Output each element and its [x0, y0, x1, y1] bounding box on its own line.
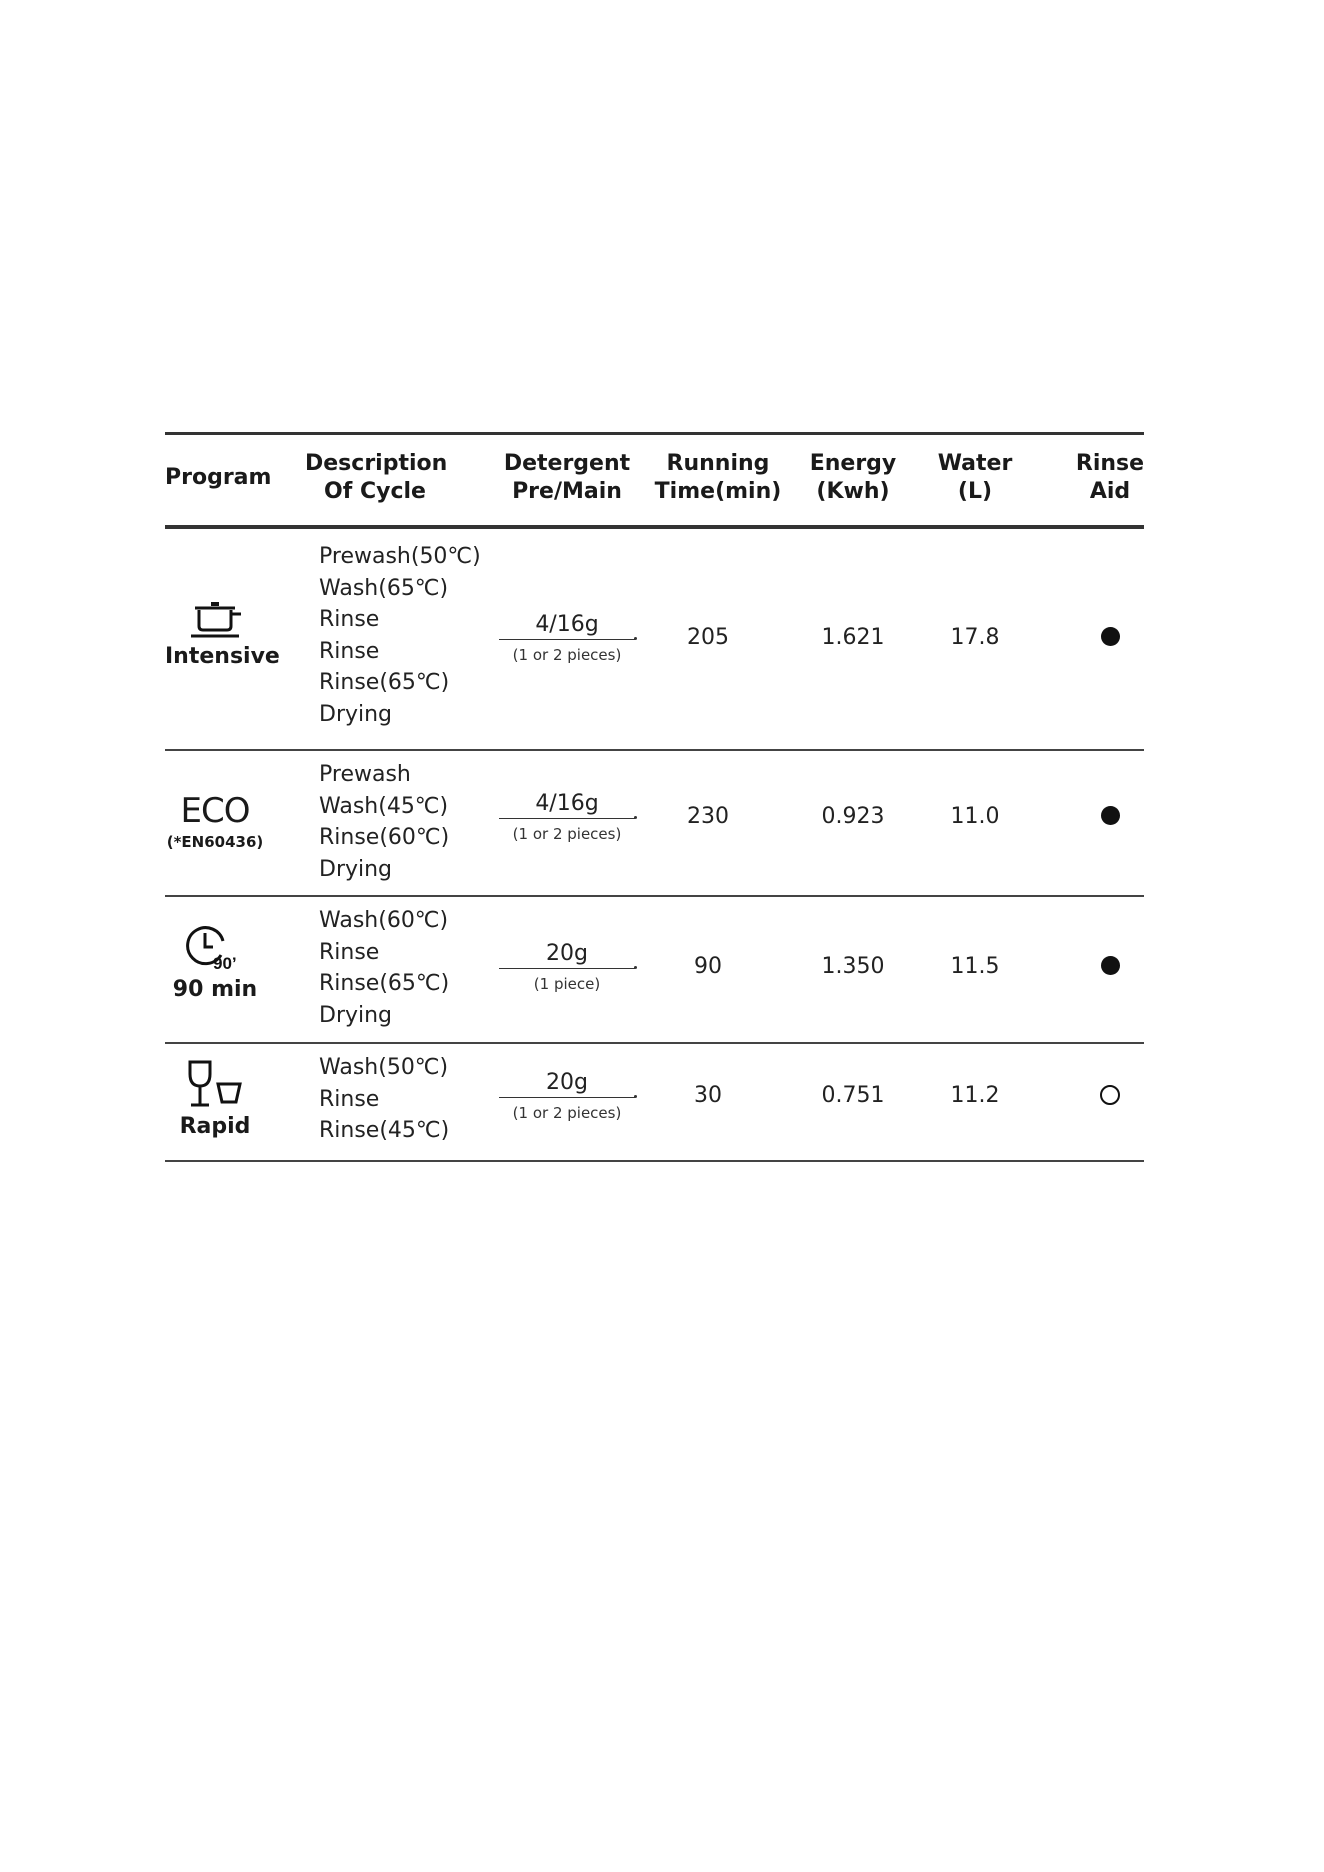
fraction-line — [499, 818, 635, 819]
svg-text:90’: 90’ — [213, 954, 237, 973]
header-water: Water (L) — [937, 451, 1013, 504]
eco-text-icon: ECO — [180, 791, 250, 831]
energy: 0.923 — [821, 804, 885, 829]
running-time: 30 — [694, 1083, 722, 1108]
header-program: Program — [165, 465, 272, 490]
header-detergent: Detergent Pre/Main — [503, 451, 631, 504]
detergent-cell: 4/16g (1 or 2 pieces) — [497, 612, 637, 664]
water: 17.8 — [950, 625, 1000, 650]
cycle-description: Wash(50℃) Rinse Rinse(45℃) — [319, 1055, 450, 1143]
table-row — [165, 1044, 1144, 1160]
cycle-description: Prewash Wash(45℃) Rinse(60℃) Drying — [319, 762, 450, 882]
clock-90-icon — [185, 925, 245, 973]
glass-cup-icon — [184, 1058, 246, 1110]
program-cell — [165, 600, 280, 669]
water: 11.0 — [950, 804, 1000, 829]
water: 11.5 — [950, 954, 1000, 979]
program-name: Rapid — [179, 1114, 251, 1139]
detergent-cell: 20g (1 or 2 pieces) — [497, 1070, 637, 1122]
cycle-description: Prewash(50℃) Wash(65℃) Rinse Rinse Rinse(65℃) Drying — [319, 544, 481, 727]
table-top-rule — [165, 432, 1144, 435]
table-row — [165, 897, 1144, 1043]
detergent-cell: 4/16g (1 or 2 pieces) — [497, 791, 637, 843]
table-row — [165, 529, 1144, 752]
water: 11.2 — [950, 1083, 1000, 1108]
filled-circle-icon — [1101, 956, 1120, 975]
running-time: 205 — [687, 625, 729, 650]
table-bottom-rule — [165, 1160, 1144, 1162]
detergent-cell: 20g (1 piece) — [497, 941, 637, 993]
rinse-aid — [1095, 627, 1125, 652]
program-name: 90 min — [172, 977, 258, 1002]
fraction-line — [499, 968, 635, 969]
program-standard: (*EN60436) — [166, 833, 264, 851]
fraction-line — [499, 1097, 635, 1098]
pot-icon — [187, 600, 243, 640]
cycle-description: Wash(60℃) Rinse Rinse(65℃) Drying — [319, 908, 450, 1028]
energy: 1.621 — [821, 625, 885, 650]
rinse-aid — [1095, 1085, 1125, 1111]
header-running-time: Running Time(min) — [654, 451, 782, 504]
header-description: Description Of Cycle — [305, 451, 448, 504]
fraction-line — [499, 639, 635, 640]
filled-circle-icon — [1101, 806, 1120, 825]
energy: 1.350 — [821, 954, 885, 979]
rinse-aid — [1095, 806, 1125, 831]
program-cell — [165, 925, 265, 1002]
rinse-aid — [1095, 956, 1125, 981]
program-cell — [165, 1058, 265, 1139]
header-energy: Energy (Kwh) — [809, 451, 897, 504]
empty-circle-icon — [1100, 1085, 1120, 1105]
program-cell — [165, 793, 265, 851]
program-name: Intensive — [165, 644, 280, 669]
energy: 0.751 — [821, 1083, 885, 1108]
running-time: 230 — [687, 804, 729, 829]
filled-circle-icon — [1101, 627, 1120, 646]
header-rinse-aid: Rinse Aid — [1075, 451, 1145, 504]
table-row — [165, 751, 1144, 897]
running-time: 90 — [694, 954, 722, 979]
